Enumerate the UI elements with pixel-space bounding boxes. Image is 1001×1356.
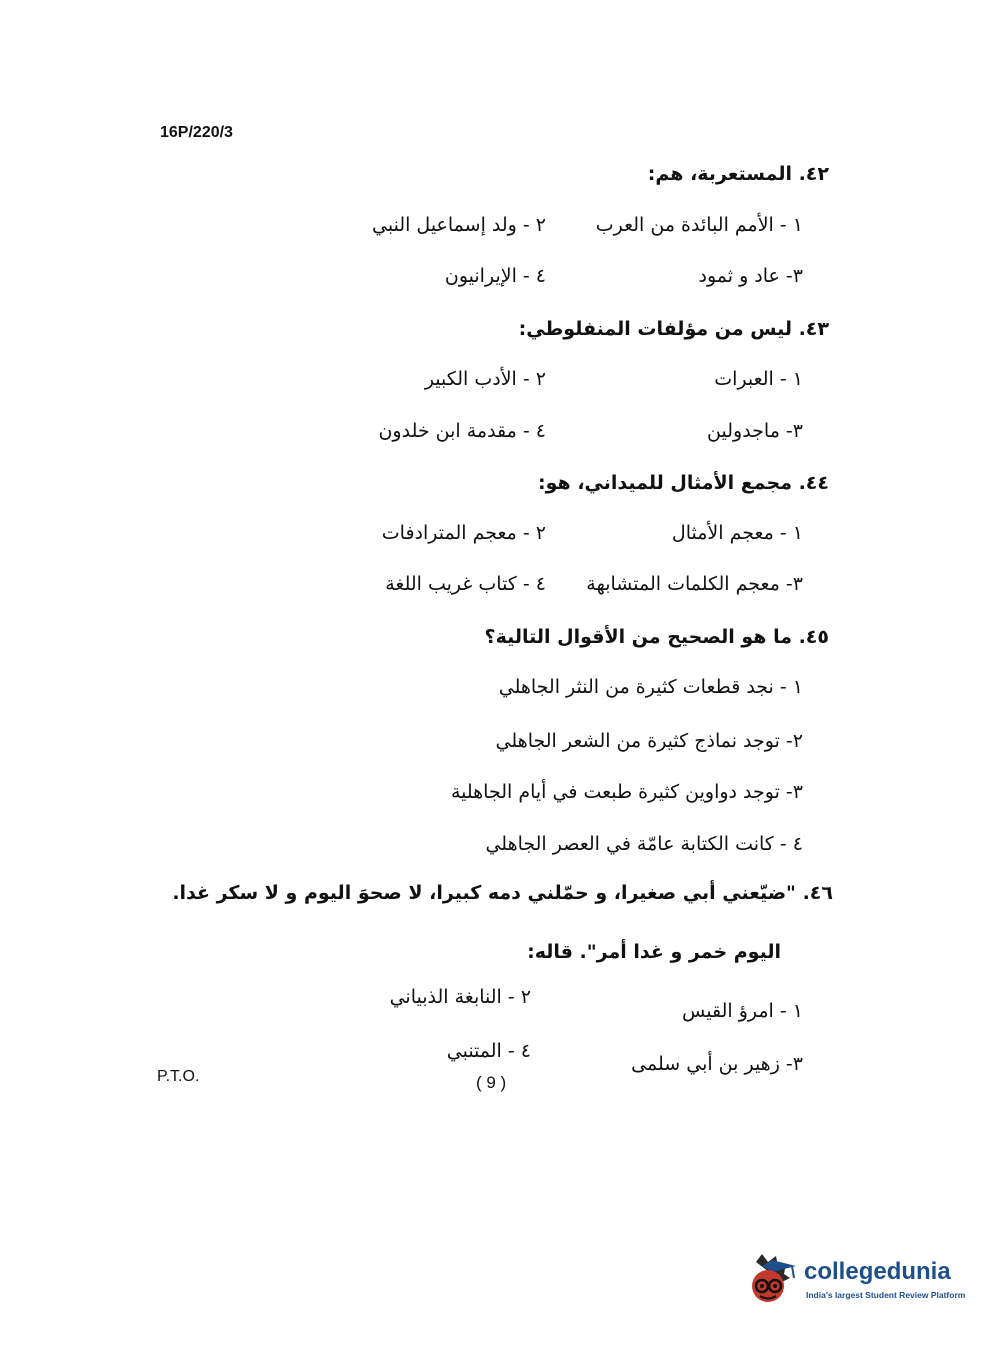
question-43-option-2: ٢ - الأدب الكبير [424,368,546,390]
question-46-stem-continued: اليوم خمر و غدا أمر". قاله: [527,941,781,963]
question-44-option-4: ٤ - كتاب غريب اللغة [385,573,546,595]
question-46-option-3: ٣- زهير بن أبي سلمى [631,1053,803,1075]
question-44-option-3: ٣- معجم الكلمات المتشابهة [586,573,803,595]
page-number: ( 9 ) [476,1073,507,1092]
question-42-option-2: ٢ - ولد إسماعيل النبي [372,214,546,236]
please-turn-over: P.T.O. [157,1068,200,1085]
question-42-option-3: ٣- عاد و ثمود [698,265,803,287]
paper-code: 16P/220/3 [160,124,233,141]
question-46-option-1: ١ - امرؤ القيس [682,1000,803,1022]
question-46-option-4: ٤ - المتنبي [446,1040,531,1062]
question-44-option-2: ٢ - معجم المترادفات [381,522,546,544]
question-45-option-1: ١ - نجد قطعات كثيرة من النثر الجاهلي [498,676,803,698]
question-46-stem: ٤٦. "ضيّعني أبي صغيرا، و حمّلني دمه كبيرا، لا صحوَ اليوم و لا سكر غدا. [172,882,833,904]
question-44-stem: ٤٤. مجمع الأمثال للميداني، هو: [538,472,829,494]
question-43-option-3: ٣- ماجدولين [707,420,803,442]
question-45-option-2: ٢- توجد نماذج كثيرة من الشعر الجاهلي [495,730,803,752]
question-43-option-4: ٤ - مقدمة ابن خلدون [378,420,546,442]
question-42-option-4: ٤ - الإيرانيون [444,265,546,287]
brand-tagline: India's largest Student Review Platform [806,1290,966,1300]
question-45-option-3: ٣- توجد دواوين كثيرة طبعت في أيام الجاهلية [450,781,803,803]
question-45-option-4: ٤ - كانت الكتابة عامّة في العصر الجاهلي [485,833,803,855]
question-42-stem: ٤٢. المستعربة، هم: [647,163,829,185]
question-46-option-2: ٢ - النابغة الذبياني [389,986,531,1008]
question-45-stem: ٤٥. ما هو الصحيح من الأقوال التالية؟ [484,626,829,648]
question-43-stem: ٤٣. ليس من مؤلفات المنفلوطي: [518,318,829,340]
question-43-option-1: ١ - العبرات [714,368,803,390]
question-42-option-1: ١ - الأمم البائدة من العرب [595,214,803,236]
question-44-option-1: ١ - معجم الأمثال [671,522,803,544]
mascot-logo-icon [742,1252,800,1310]
brand-name: collegedunia [804,1258,951,1285]
collegedunia-watermark [742,1252,972,1310]
